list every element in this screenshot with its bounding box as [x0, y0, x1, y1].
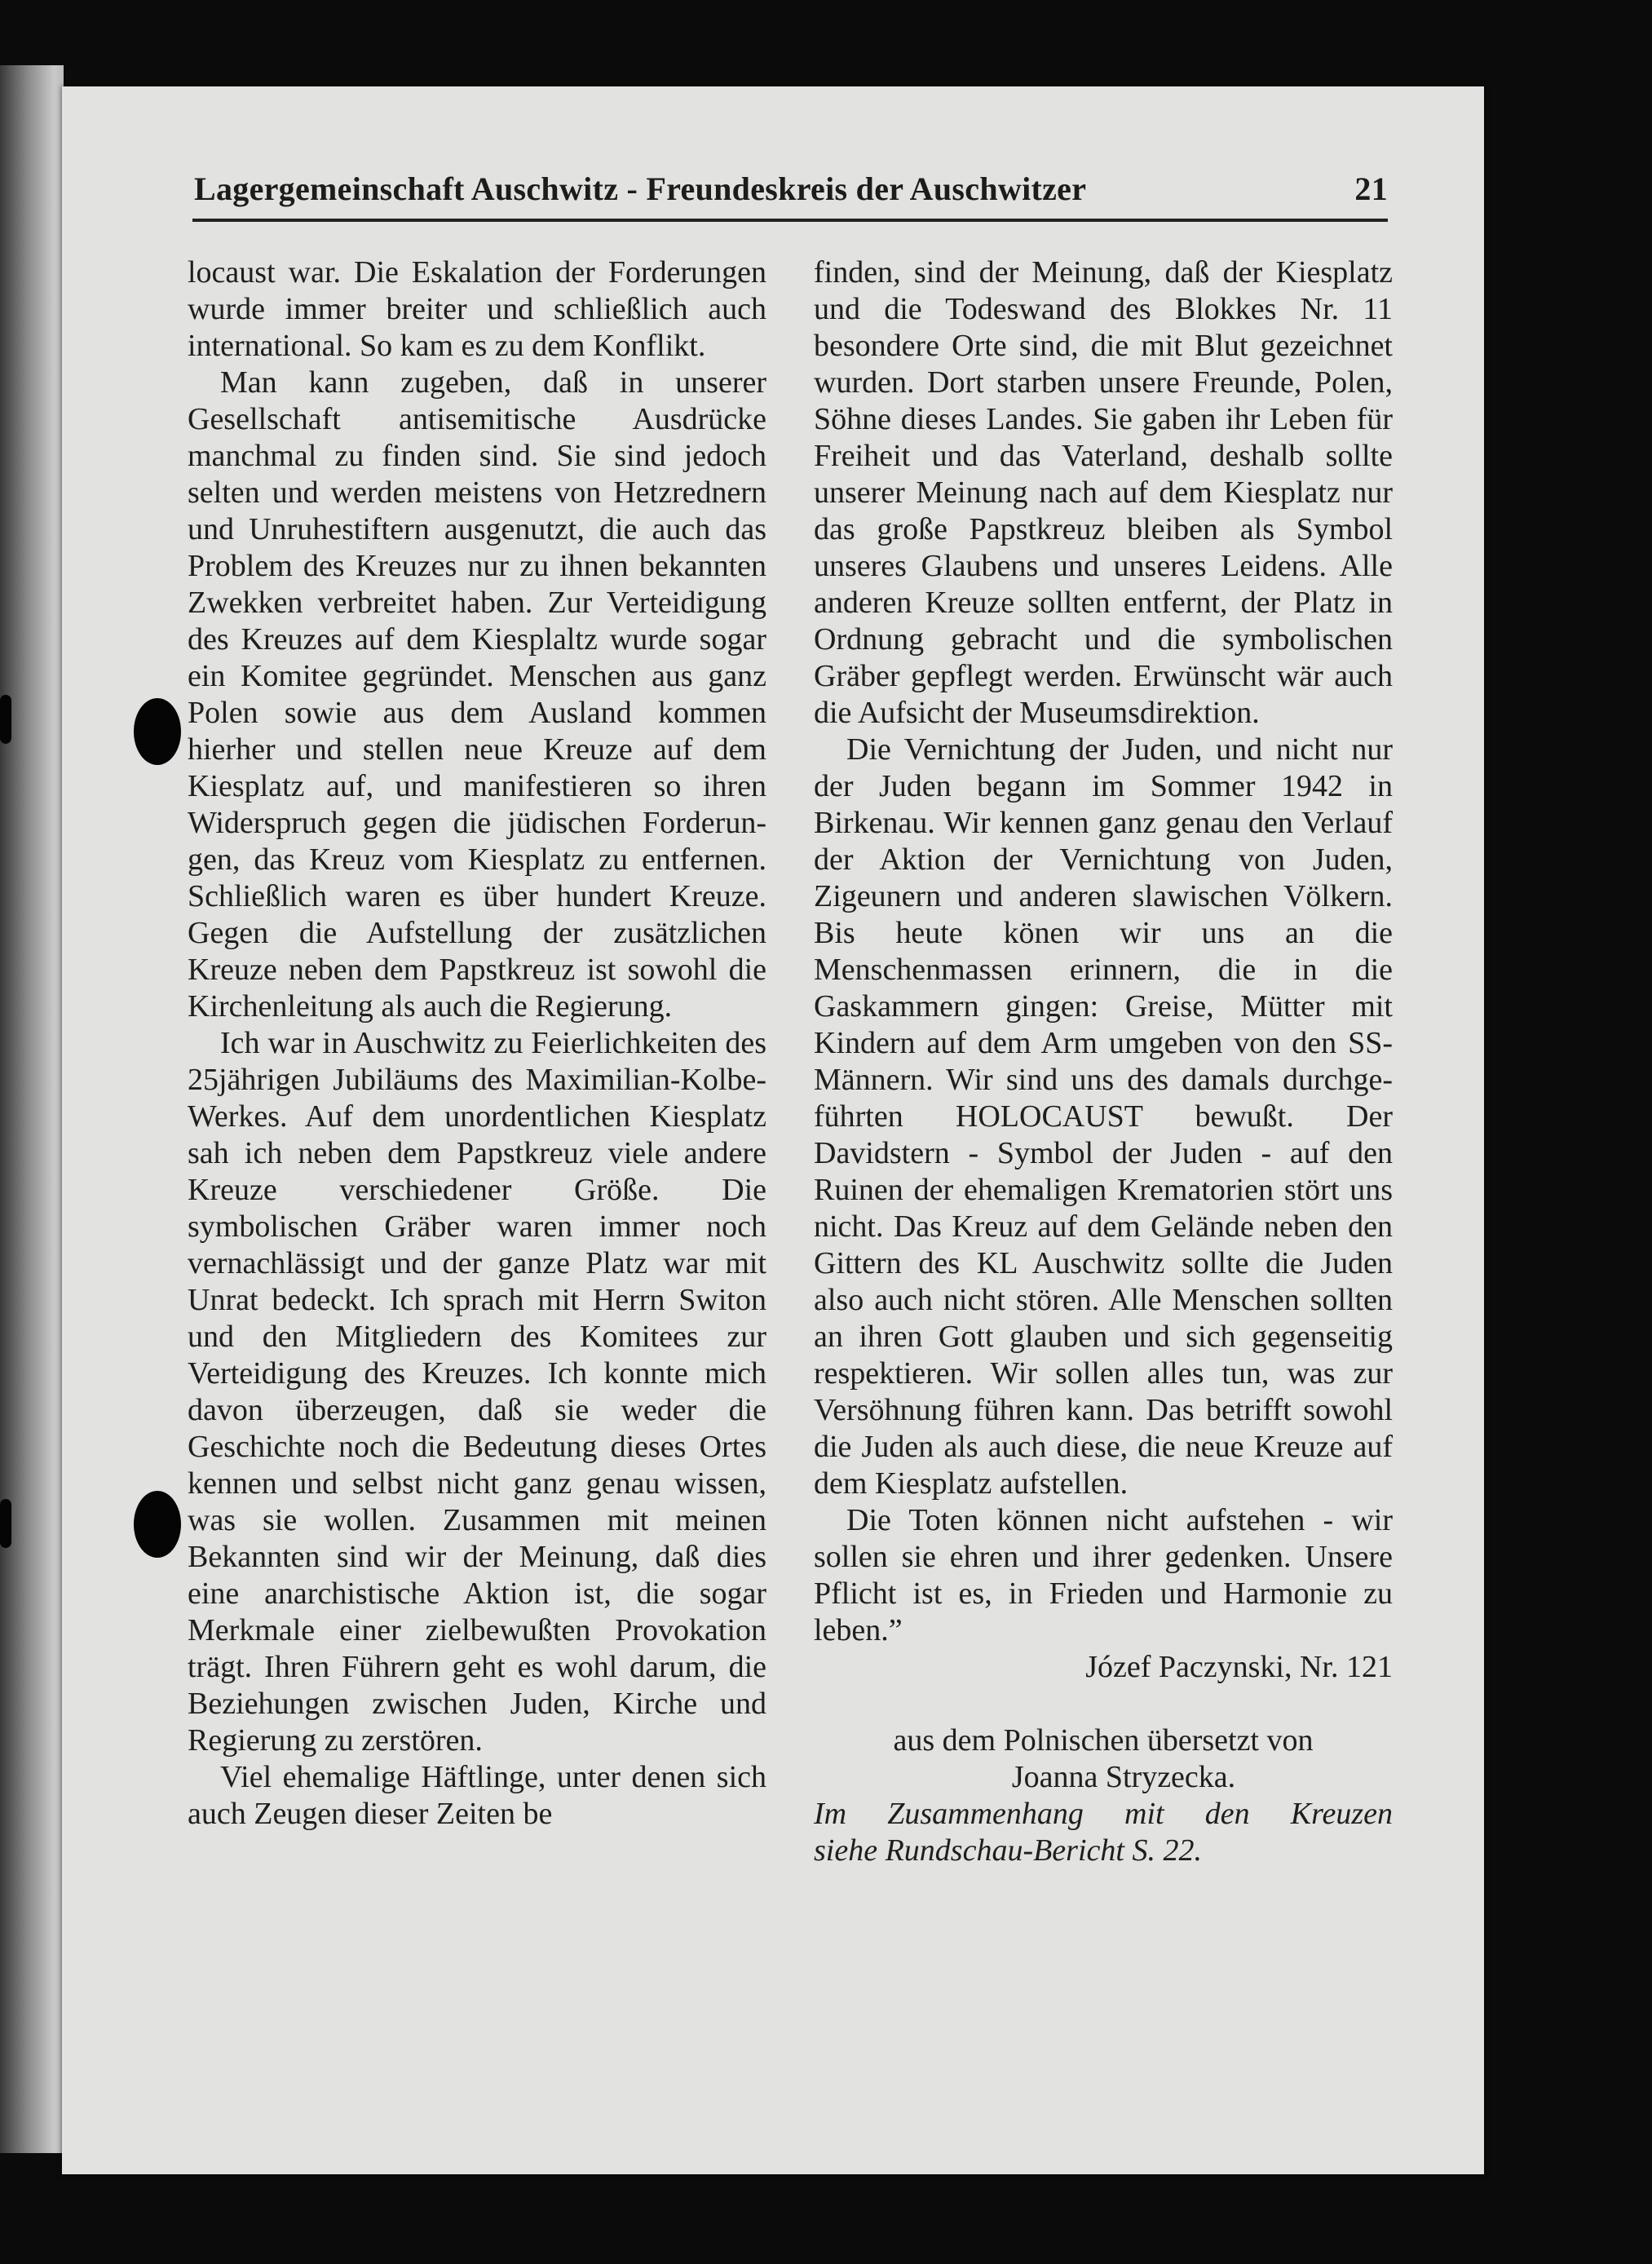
document-page [62, 86, 1484, 2174]
right-column [814, 254, 1393, 1869]
adjacent-sheet-edge [0, 65, 64, 2153]
running-header [192, 165, 1388, 222]
header-title: Lagergemeinschaft Auschwitz - Freundeskreis der Auschwitzer [194, 170, 1087, 207]
left-column [188, 254, 766, 1833]
cross-reference-note [814, 1796, 1393, 1869]
binder-hole-left-edge-top [0, 695, 11, 744]
punch-hole-top [134, 698, 181, 765]
left-paragraph-3: Ich war in Auschwitz zu Feierlichkeiten des 25jährigen Jubiläums des Maximilian-Kolbe-Werkes. Auf dem unordentlichen Kiesplatz sah ich neben dem Papstkreuz viele andere Kreuze verschiedener Größe. Die symbolischen Gräber waren immer noch vernachlässigt und der ganze Platz war mit Unrat bedeckt. Ich sprach mit Herrn Switon und den Mitgliedern des Komitees zur Verteidigung des Kreuzes. Ich konnte mich davon überzeugen, daß sie weder die Geschichte noch die Bedeutung dieses Ortes kennen und selbst nicht ganz genau wissen, was sie wollen. Zusammen mit meinen Bekannten sind wir der Meinung, daß dies eine anarchistische Aktion ist, die sogar Merkmale einer zielbewußten Provokation trägt. Ihren Führern geht es wohl darum, die Beziehungen zwischen Juden, Kirche und Regierung zu zerstören. [188, 1026, 766, 1758]
page-number: 21 [1354, 170, 1388, 207]
right-paragraph-3: Die Toten können nicht aufstehen - wir sollen sie ehren und ihrer gedenken. Unsere Pflicht ist es, in Frieden und Harmonie zu leben.” [814, 1503, 1393, 1647]
binder-hole-left-edge-bottom [0, 1499, 11, 1548]
left-paragraph-2: Man kann zugeben, daß in unserer Gesellschaft antisemitische Ausdrücke manchmal zu finden sind. Sie sind jedoch selten und werden meistens von Hetzrednern und Unruhestiftern ausgenutzt, die auch das Problem des Kreuzes nur zu ihnen bekannten Zwekken verbreitet haben. Zur Verteidigung des Kreuzes auf dem Kiesplaltz wurde sogar ein Komitee gegründet. Menschen aus ganz Polen sowie aus dem Ausland kommen hierher und stellen neue Kreuze auf dem Kiesplatz auf, und manifestieren so ihren Widerspruch gegen die jüdischen Forderungen, das Kreuz vom Kiesplatz zu entfernen. Schließlich waren es über hundert Kreuze. Gegen die Aufstellung der zusätzlichen Kreuze neben dem Papstkreuz ist sowohl die Kirchenleitung als auch die Regierung. [188, 365, 766, 1024]
author-signature: Józef Paczynski, Nr. 121 [1085, 1650, 1393, 1684]
note-line-1: Im Zusammenhang mit den Kreuzen [814, 1797, 1393, 1831]
translation-credit [814, 1722, 1393, 1796]
left-paragraph-1: locaust war. Die Eskalation der Forderungen wurde immer breiter und schließlich auch international. So kam es zu dem Konflikt. [188, 255, 766, 363]
right-paragraph-2: Die Vernichtung der Juden, und nicht nur der Juden begann im Sommer 1942 in Birkenau. Wir kennen ganz genau den Verlauf der Aktion der Vernichtung von Juden, Zigeunern und anderen slawischen Völkern. Bis heute könen wir uns an die Menschenmassen erinnern, die in die Gaskammern gingen: Greise, Mütter mit Kindern auf dem Arm umgeben von den SS-Männern. Wir sind uns des damals durchgeführten HOLOCAUST bewußt. Der Davidstern - Symbol der Juden - auf den Ruinen der ehemaligen Krematorien stört uns nicht. Das Kreuz auf dem Gelände neben den Gittern des KL Auschwitz sollte die Juden also auch nicht stören. Alle Menschen sollten an ihren Gott glauben und sich gegenseitig respektieren. Wir sollen alles tun, was zur Versöhnung führen kann. Das betrifft sowohl die Juden als auch diese, die neue Kreuze auf dem Kiesplatz aufstellen. [814, 732, 1393, 1501]
translation-credit-line-1: aus dem Polnischen übersetzt von [893, 1723, 1314, 1758]
translation-credit-line-2: Joanna Stryzecka. [1011, 1760, 1236, 1794]
note-line-2: siehe Rundschau-Bericht S. 22. [814, 1833, 1202, 1868]
right-paragraph-1: finden, sind der Meinung, daß der Kiesplatz und die Todeswand des Blokkes Nr. 11 besondere Orte sind, die mit Blut gezeichnet wurden. Dort starben unsere Freunde, Polen, Söhne dieses Landes. Sie gaben ihr Leben für Freiheit und das Vaterland, deshalb sollte unserer Meinung nach auf dem Kiesplatz nur das große Papstkreuz bleiben als Symbol unseres Glaubens und unseres Leidens. Alle anderen Kreuze sollten entfernt, der Platz in Ordnung gebracht und die symbolischen Gräber gepflegt werden. Erwünscht wär auch die Aufsicht der Museumsdirektion. [814, 255, 1393, 730]
left-paragraph-4: Viel ehemalige Häftlinge, unter denen sich auch Zeugen dieser Zeiten be [188, 1760, 766, 1831]
punch-hole-bottom [134, 1491, 181, 1558]
